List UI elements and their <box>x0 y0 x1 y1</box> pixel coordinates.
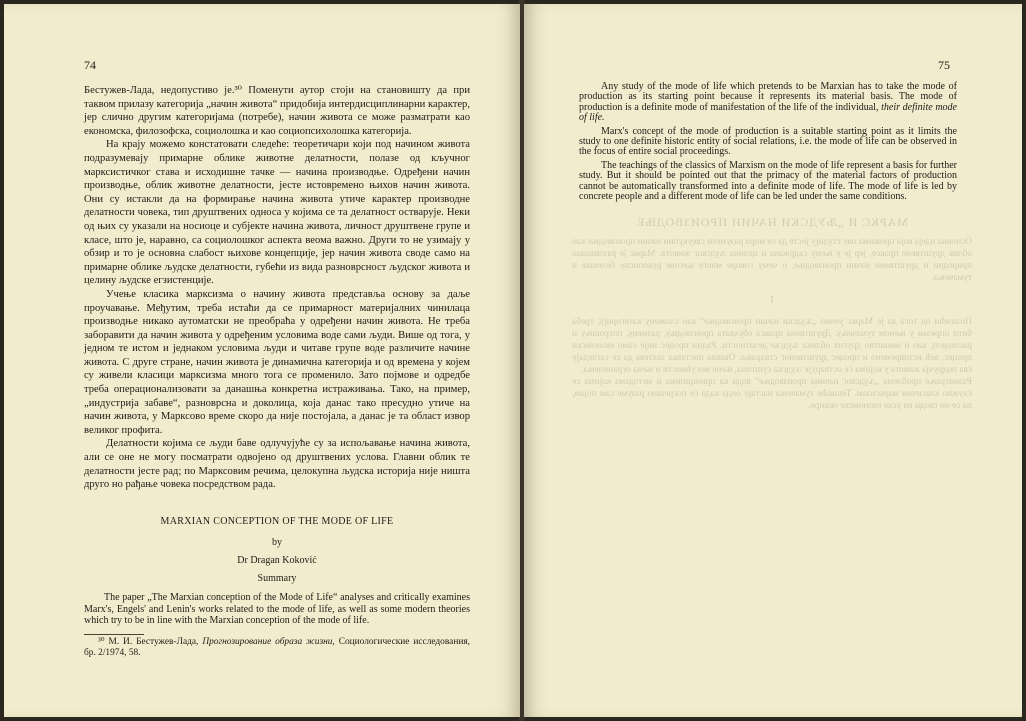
summary-heading: Summary <box>257 573 297 584</box>
paragraph: Any study of the mode of life which pretends to be Marxian has to take the mode of production as its starting point because it represents its material basis. The mode of production is a definite mode of manifestation of the life of the individual, their definite mode of life. <box>579 81 957 124</box>
summary-by: by <box>272 537 282 548</box>
right-page <box>524 4 1022 717</box>
paragraph: Marx's concept of the mode of production is a suitable starting point as it limits the study to one definite historic entity of social relations, i.e. the mode of life can be observed in the focus of entire social proceedings. <box>579 125 957 158</box>
footnote-work: Прогнозирование образа жизни, <box>202 637 335 647</box>
summary-author: Dr Dragan Koković <box>237 555 317 566</box>
footnote-marker: ³⁰ <box>98 637 105 647</box>
left-body-text <box>84 84 470 492</box>
footnote-rule <box>84 634 144 635</box>
paragraph: На крају можемо констатовати следеће: теоретичари који под начином живота подразумевају примарне облике животне делатности, полазе од кључног марксистичког става и исходишне тачке — начина производње. Одређени начин производње, облик животне делатности, јесте истовремено њихов начин живота. Они су истакли да на формирање начина живота утиче карактер производне делатности човека, тип друштвених односа у којима се та делатност остварује. Неки од њих су указали на носиоце и субјекте начина живота, личност друштвене групе и класе, што је, наравно, са социолошког аспекта веома важно. Други то не узимају у обзир и то је основна слабост њихове концепције, јер начин живота своде само на примарне облике људске делатности, губећи из вида разноврсност људског живота и целину људске егзистенције. <box>84 139 470 287</box>
paragraph: Учење класика марксизма о начину живота представља основу за даље проучавање. Међутим, треба истаћи да се примарност материјалних чинилаца производње никако аутоматски не преобраћа у одређени начин живота. Не треба заборавити да начин живота у одређеним условима воде сами људи. Више од тога, у једном те истом и једнаком условима људи и читаве групе воде различите начине живота. С друге стране, начин живота је динамична категорија и од времена у којем су живели класици марксизма много тога се променило. Зато појмове и одредбе треба операционализовати за данашња конкретна истраживања. Тако, на пример, „индустрија забаве“, разноврсна и доколица, која данас тако пресудно утиче на начин живота, у Марксово време скоро да није постојала, а данас је та област извор великог профита. <box>84 288 470 436</box>
page-number-right: 75 <box>938 58 950 72</box>
paragraph: Делатности којима се људи баве одлучујуће су за испољавање начина живота, али се оне не могу посматрати одвојено од друштвених услова. Главни облик те делатности јесте рад; по Марксовим речима, целокупна људска историја није ништа друго но рађање човека посредством рада. <box>84 438 470 491</box>
page-number-left: 74 <box>84 58 96 72</box>
footnote-author: М. И. Бестужев-Лада, <box>108 637 199 647</box>
summary-abstract: The paper „The Marxian conception of the Mode of Life“ analyses and critically examines Marx's, Engels' and Lenin's works related to the mode of life, as well as some modern theories which try to be in line with the Marxian conception of the mode of life. <box>84 592 470 627</box>
english-summary <box>84 516 470 627</box>
footnote <box>84 637 470 660</box>
paragraph: Бестужев-Лада, недопустиво је.³⁰ Поменути аутор стоји на становишту да при таквом прилазу категорија „начин живота“ придобија интердисциплинарни карактер, јер слично другим категоријама (потребе), начин живота се може разматрати као економска, филозофска, социолошка и као социопсихолошка категорија. <box>84 85 470 137</box>
paragraph: The teachings of the classics of Marxism on the mode of life represent a basis for further study. But it should be pointed out that the primacy of the material factors of production cannot be automatically transformed into a definite mode of life. The mode of life is led by concrete people and a different mode of life can be led under the same conditions. <box>579 159 957 203</box>
summary-title: MARXIAN CONCEPTION OF THE MODE OF LIFE <box>160 516 394 527</box>
bleed-through-text: МАРКС И „ЉУДСКИ НАЧИН ПРОИЗВОДЊЕ Основна идеја која прожима ову студију јесте да се мора разумети свеукупни начин производње као облик друштвене праксе, јер је у њему садржана и целина људског живота. Маркс је разликовао природни и друштвени начин производње, о чему говоре многе његове рукописне белешке и тумачења. I Полазећи од тога да је Маркс уочио „људски начин производње“ као сложену категорију, треба бити опрезан у њеном тумачењу. Друштвена пракса обухвата производњу, размену, потрошњу и расподелу, као и мноштво других облика људске делатности. Радни процес није само економски процес, већ истовремено и процес друштвеног стварања. Оваква поставка захтева да се сагледају сва подручја живота у којима се остварује људска суштина, њене могућности и њена ограничења. Разматрање проблема „људског начина производње“ води ка принципима и методама којима се служио класични марксизам. Тешкоће тумачења настају онда када се погрешно разуме сам појам, па се он своди на уске економске оквире. <box>572 215 972 411</box>
left-page <box>4 4 520 717</box>
right-body-text <box>579 82 957 205</box>
footnote-rest: Социологические исследования, бр. 2/1974, 58. <box>84 637 471 659</box>
